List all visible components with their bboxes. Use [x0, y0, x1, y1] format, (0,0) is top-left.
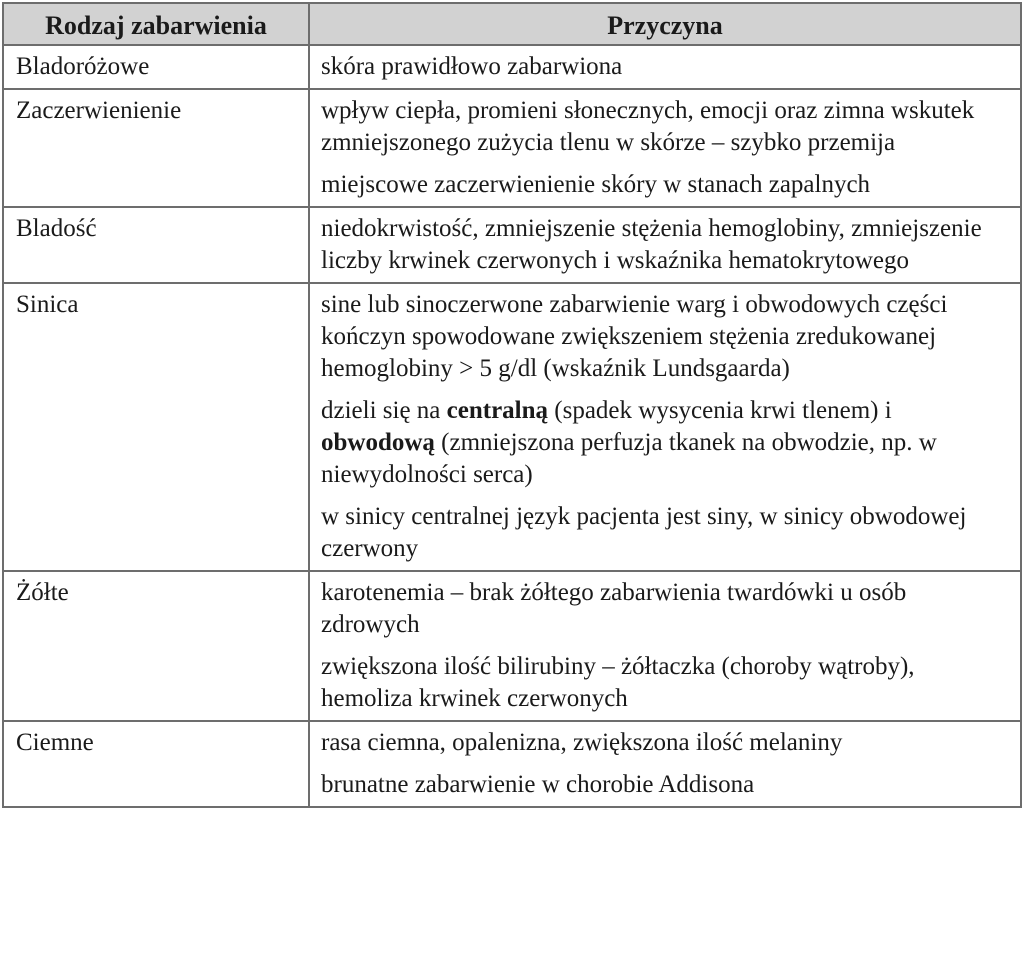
- cause-text: zwiększona ilość bilirubiny – żółtaczka (choroby wątroby), hemoliza krwinek czerwonych: [321, 653, 915, 712]
- table-row: [3, 283, 1021, 571]
- row-cause-cell: [309, 721, 1021, 807]
- cause-text: miejscowe zaczerwienienie skóry w stanach zapalnych: [321, 171, 871, 198]
- row-type-cell: Ciemne: [3, 721, 309, 807]
- row-type-cell: Bladoróżowe: [3, 45, 309, 89]
- skin-color-table: [2, 2, 1022, 808]
- row-cause-cell: [309, 207, 1021, 283]
- table-row: [3, 45, 1021, 89]
- cause-text-part: (spadek wysycenia krwi tlenem) i: [548, 397, 892, 424]
- cause-bold-term: centralną: [446, 397, 549, 424]
- table-row: [3, 571, 1021, 721]
- cause-bold-term: obwodową: [321, 429, 435, 456]
- row-cause-cell: [309, 45, 1021, 89]
- cause-text: brunatne zabarwienie w chorobie Addisona: [321, 771, 755, 798]
- row-type-cell: Sinica: [3, 283, 309, 571]
- cause-text-part: dzieli się na: [321, 397, 447, 424]
- cause-text: wpływ ciepła, promieni słonecznych, emocji oraz zimna wskutek zmniejszonego zużycia tlenu w skórze – szybko przemija: [321, 97, 975, 156]
- cause-text: skóra prawidłowo zabarwiona: [321, 53, 623, 80]
- row-cause-cell: [309, 571, 1021, 721]
- table-row: [3, 207, 1021, 283]
- cause-text: karotenemia – brak żółtego zabarwienia twardówki u osób zdrowych: [321, 579, 907, 638]
- row-cause-cell: [309, 89, 1021, 207]
- row-type-cell: Żółte: [3, 571, 309, 721]
- cause-text-part: (zmniejszona perfuzja tkanek na obwodzie, np. w niewydolności serca): [321, 429, 937, 488]
- cause-text-mixed: [321, 395, 1010, 491]
- header-type: Rodzaj zabarwienia: [3, 3, 309, 45]
- cause-text: niedokrwistość, zmniejszenie stężenia hemoglobiny, zmniejszenie liczby krwinek czerwonych i wskaźnika hematokrytowego: [321, 215, 982, 274]
- cause-text: rasa ciemna, opalenizna, zwiększona ilość melaniny: [321, 729, 843, 756]
- header-cause: Przyczyna: [309, 3, 1021, 45]
- cause-text: sine lub sinoczerwone zabarwienie warg i obwodowych części kończyn spowodowane zwiększeniem stężenia zredukowanej hemoglobiny > 5 g/dl (wskaźnik Lundsgaarda): [321, 291, 948, 382]
- row-cause-cell: [309, 283, 1021, 571]
- table-row: [3, 721, 1021, 807]
- cause-text: w sinicy centralnej język pacjenta jest siny, w sinicy obwodowej czerwony: [321, 503, 967, 562]
- row-type-cell: Zaczerwienienie: [3, 89, 309, 207]
- table-row: [3, 89, 1021, 207]
- table-header-row: [3, 3, 1021, 45]
- row-type-cell: Bladość: [3, 207, 309, 283]
